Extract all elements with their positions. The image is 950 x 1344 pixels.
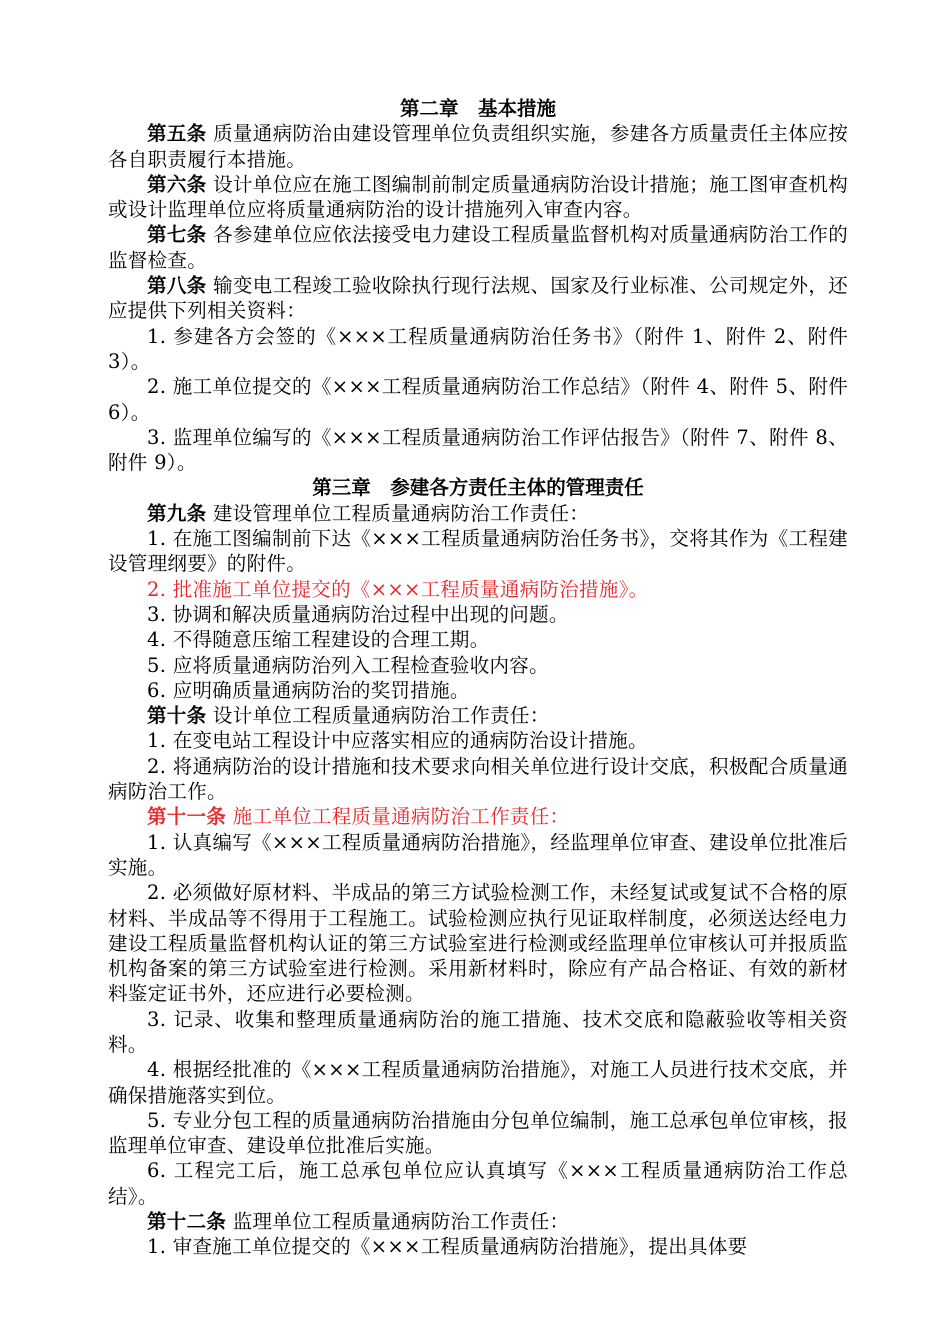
list-item: 1. 认真编写《×××工程质量通病防治措施》，经监理单位审查、建设单位批准后实施。 — [108, 830, 848, 879]
article-number: 第十二条 — [147, 1210, 227, 1234]
list-item: 3. 监理单位编写的《×××工程质量通病防治工作评估报告》（附件 7、附件 8、附件 9）。 — [108, 425, 848, 475]
list-item: 5. 应将质量通病防治列入工程检查验收内容。 — [147, 653, 549, 677]
chapter-heading: 第三章 参建各方责任主体的管理责任 — [312, 476, 644, 500]
article-text: 施工单位工程质量通病防治工作责任： — [232, 805, 570, 829]
list-item: 1. 在施工图编制前下达《×××工程质量通病防治任务书》，交将其作为《工程建设管理纲要》的附件。 — [108, 527, 848, 576]
article-text: 建设管理单位工程质量通病防治工作责任： — [212, 501, 590, 525]
article-paragraph — [108, 703, 848, 728]
list-item-highlighted: 2. 批准施工单位提交的《×××工程质量通病防治措施》。 — [147, 577, 649, 601]
list-item: 2. 施工单位提交的《×××工程质量通病防治工作总结》（附件 4、附件 5、附件 6）。 — [108, 375, 848, 424]
article-paragraph — [108, 273, 848, 324]
list-item: 3. 协调和解决质量通病防治过程中出现的问题。 — [147, 602, 569, 626]
list-item: 2. 必须做好原材料、半成品的第三方试验检测工作，未经复试或复试不合格的原材料、半成品等不得用于工程施工。试验检测应执行见证取样制度，必须送达经电力建设工程质量监督机构认证的第三方试验室进行检测或经监理单位审核认可并报质监机构备案的第三方试验室进行检测。采用新材料时，除应有产品合格证、有效的新材料鉴定证书外，还应进行必要检测。 — [108, 881, 848, 1006]
article-paragraph — [108, 172, 848, 223]
article-text: 监理单位工程质量通病防治工作责任： — [232, 1210, 570, 1234]
article-number: 第五条 — [147, 122, 207, 146]
list-item: 6. 工程完工后，施工总承包单位应认真填写《×××工程质量通病防治工作总结》。 — [108, 1159, 848, 1208]
list-item: 2. 将通病防治的设计措施和技术要求向相关单位进行设计交底，积极配合质量通病防治工作。 — [108, 754, 848, 804]
list-item: 1. 参建各方会签的《×××工程质量通病防治任务书》（附件 1、附件 2、附件 3）。 — [108, 324, 848, 373]
chapter-heading: 第二章 基本措施 — [399, 97, 556, 120]
article-text: 各参建单位应依法接受电力建设工程质量监督机构对质量通病防治工作的监督检查。 — [108, 223, 848, 272]
list-item: 5. 专业分包工程的质量通病防治措施由分包单位编制，施工总承包单位审核，报监理单位审查、建设单位批准后实施。 — [108, 1108, 848, 1158]
article-number: 第九条 — [147, 501, 207, 525]
list-item: 6. 应明确质量通病防治的奖罚措施。 — [147, 678, 470, 702]
article-number: 第七条 — [147, 223, 207, 247]
article-paragraph — [108, 501, 848, 526]
article-paragraph — [108, 121, 848, 172]
article-paragraph — [108, 222, 848, 273]
article-number: 第十条 — [147, 704, 207, 728]
list-item: 1. 在变电站工程设计中应落实相应的通病防治设计措施。 — [147, 729, 648, 753]
article-text: 设计单位应在施工图编制前制定质量通病防治设计措施；施工图审查机构或设计监理单位应将质量通病防治的设计措施列入审查内容。 — [108, 172, 848, 222]
article-number: 第十一条 — [147, 805, 227, 829]
article-text: 质量通病防治由建设管理单位负责组织实施，参建各方质量责任主体应按各自职责履行本措施。 — [108, 122, 848, 171]
document-body — [108, 96, 848, 1260]
article-number: 第八条 — [147, 274, 207, 298]
article-text: 输变电工程竣工验收除执行现行法规、国家及行业标准、公司规定外，还应提供下列相关资料： — [108, 274, 848, 323]
article-paragraph-highlighted — [108, 804, 848, 829]
list-item: 4. 根据经批准的《×××工程质量通病防治措施》，对施工人员进行技术交底，并确保措施落实到位。 — [108, 1058, 848, 1107]
list-item: 4. 不得随意压缩工程建设的合理工期。 — [147, 628, 490, 652]
article-text: 设计单位工程质量通病防治工作责任： — [212, 704, 550, 728]
list-item: 1. 审查施工单位提交的《×××工程质量通病防治措施》，提出具体要 — [147, 1235, 748, 1259]
article-number: 第六条 — [147, 172, 207, 196]
list-item: 3. 记录、收集和整理质量通病防治的施工措施、技术交底和隐蔽验收等相关资料。 — [108, 1007, 848, 1056]
article-paragraph — [108, 1209, 848, 1234]
